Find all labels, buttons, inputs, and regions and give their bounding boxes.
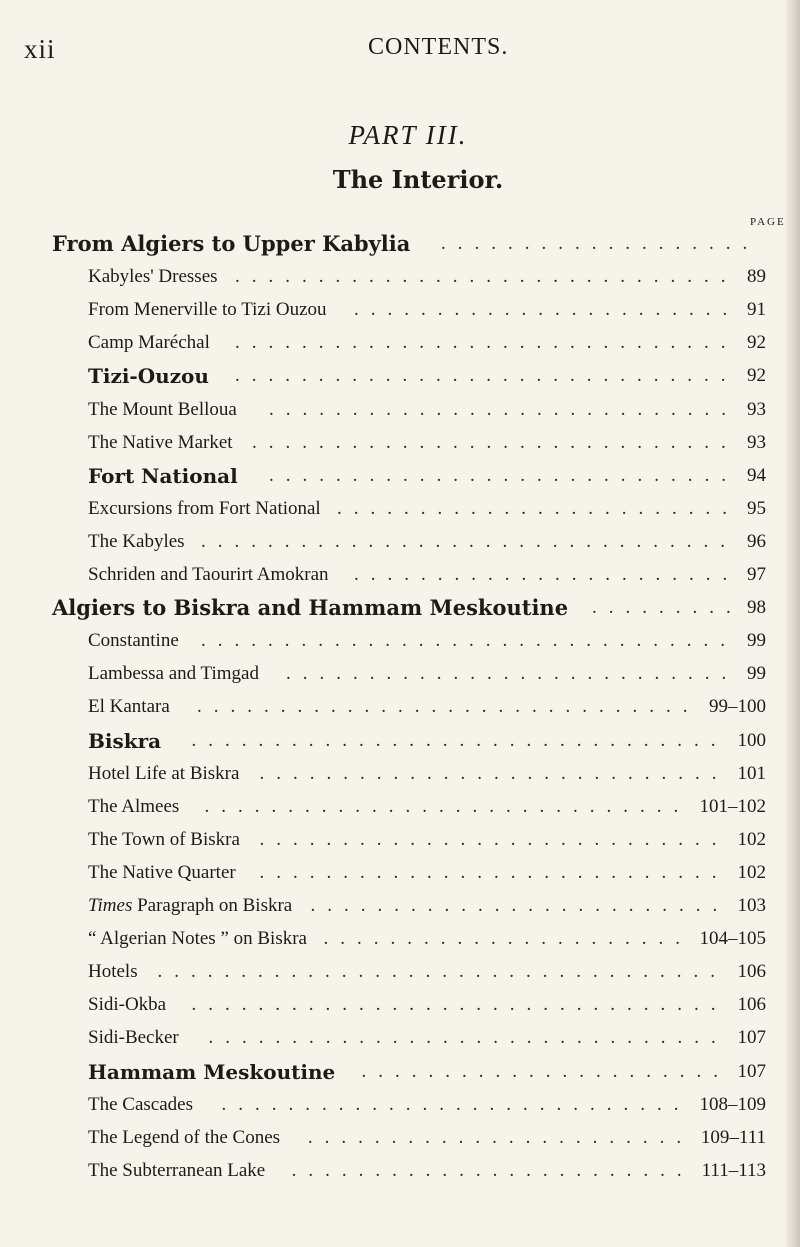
toc-entry	[88, 725, 766, 757]
toc-page-number: 109–111	[700, 1126, 766, 1148]
toc-entry	[88, 791, 766, 823]
toc-page-number: 99–100	[709, 696, 766, 718]
leader-dots: ............................	[259, 762, 729, 784]
toc-entry-title: Schriden and Taourirt Amokran	[88, 564, 329, 585]
leader-dots: ...................	[441, 233, 760, 254]
toc-entry-title: Hotel Life at Biskra	[88, 762, 240, 784]
toc-entry	[88, 1089, 766, 1121]
toc-page-number: 107	[737, 1060, 766, 1082]
toc-entry-title: Hammam Meskoutine	[88, 1059, 336, 1084]
toc-entry	[88, 923, 766, 955]
toc-page-number: 101–102	[699, 795, 766, 817]
toc-page-number: 101	[737, 762, 766, 784]
toc-entry	[88, 857, 766, 889]
toc-entry-title: El Kantara	[88, 696, 170, 718]
leader-dots: .............................	[204, 795, 691, 817]
toc-entry-title: The Native Market	[88, 431, 233, 453]
toc-entry	[88, 394, 766, 426]
leader-dots: ............................	[259, 828, 729, 850]
toc-page-number: 93	[747, 431, 766, 453]
toc-entry	[88, 658, 766, 690]
toc-entry-title: The Cascades	[88, 1093, 193, 1115]
toc-entry	[88, 890, 766, 922]
leader-dots: ......................	[323, 928, 692, 950]
toc-entry	[88, 526, 766, 558]
toc-entry	[88, 824, 766, 856]
leader-dots: ..............................	[235, 365, 738, 387]
toc-entry-title: Sidi-Okba	[88, 994, 167, 1016]
toc-page-number: 104–105	[699, 928, 766, 950]
toc-entry-title: Camp Maréchal	[88, 332, 210, 354]
leader-dots: ..................................	[157, 961, 727, 983]
toc-entry-title: The Subterranean Lake	[88, 1159, 266, 1181]
toc-page-number: 111–113	[701, 1159, 766, 1181]
leader-dots: .......................	[354, 299, 740, 321]
page-header	[0, 34, 800, 74]
toc-page-number: 100	[737, 729, 766, 751]
leader-dots: ................................	[201, 630, 737, 652]
toc-entry-title: The Native Quarter	[88, 861, 236, 883]
toc-entry	[88, 327, 766, 359]
folio: xii	[24, 34, 56, 64]
leader-dots: ........................	[337, 497, 739, 519]
toc-entry-title: From Algiers to Upper Kabylia	[52, 231, 411, 256]
toc-page-number: 96	[747, 530, 766, 552]
leader-dots: ..............................	[235, 332, 738, 354]
toc-page-number: 103	[737, 895, 766, 916]
leader-dots: ................................	[191, 994, 728, 1016]
toc-entry	[88, 460, 766, 492]
toc-entry-title: The Town of Biskra	[88, 828, 240, 850]
toc-page-number: 94	[747, 464, 766, 486]
leader-dots: ...........................	[286, 663, 739, 685]
leader-dots: ..............................	[235, 266, 738, 288]
toc-page-number: 107	[737, 1027, 766, 1049]
toc-entry-title: Tizi-Ouzou	[88, 364, 209, 389]
leader-dots: ............................	[269, 398, 738, 420]
page-column-label: PAGE	[750, 216, 786, 228]
section-subtitle: The Interior.	[332, 165, 504, 194]
toc-page-number: 108–109	[699, 1093, 766, 1115]
toc-entry-title: Kabyles' Dresses	[88, 266, 218, 288]
toc-entry	[88, 1056, 766, 1088]
toc-page-number: 102	[737, 828, 766, 850]
toc-page-number: 97	[747, 564, 766, 585]
leader-dots: ...............................	[208, 1027, 728, 1049]
toc-entry-title-italic: Times	[88, 895, 133, 916]
leader-dots: ............................	[269, 464, 738, 486]
leader-dots: .......................	[354, 564, 740, 585]
toc-entry	[88, 956, 766, 988]
toc-entry	[88, 427, 766, 459]
toc-page-number: 92	[747, 332, 766, 354]
toc-entry-title	[88, 890, 292, 922]
leader-dots: ............................	[221, 1093, 691, 1115]
toc-entry	[88, 559, 766, 591]
toc-page-number: 93	[747, 398, 766, 420]
toc-entry-title: From Menerville to Tizi Ouzou	[88, 299, 327, 321]
toc-entry-title: The Mount Belloua	[88, 398, 237, 420]
toc-entry-title: Lambessa and Timgad	[88, 663, 259, 685]
toc-page-number: 91	[747, 299, 766, 321]
toc-entry	[88, 1022, 766, 1054]
toc-page-number: 106	[737, 961, 766, 983]
toc-page-number: 106	[737, 994, 766, 1016]
leader-dots: ..............................	[197, 696, 700, 718]
toc-entry	[88, 360, 766, 392]
toc-entry-title: Hotels	[88, 961, 138, 983]
toc-entry-title: “ Algerian Notes ” on Biskra	[88, 928, 307, 950]
toc-entry	[88, 294, 766, 326]
toc-entry	[88, 1155, 766, 1187]
toc-entry	[88, 625, 766, 657]
toc-entry	[88, 261, 766, 293]
leader-dots: ................................	[201, 530, 737, 552]
toc-section-heading	[52, 592, 766, 624]
toc-entry	[88, 989, 766, 1021]
toc-entry	[88, 1122, 766, 1154]
toc-entry	[88, 691, 766, 723]
toc-entry-title: The Kabyles	[88, 530, 185, 552]
leader-dots: ............................	[259, 861, 729, 883]
toc-entry	[88, 758, 766, 790]
leader-dots: ........................	[291, 1159, 694, 1181]
toc-entry-title: Sidi-Becker	[88, 1027, 179, 1049]
running-head: CONTENTS.	[368, 34, 509, 60]
part-title: PART III.	[348, 120, 468, 150]
leader-dots: .........	[592, 597, 743, 619]
leader-dots: ......................	[361, 1060, 730, 1082]
toc-page-number: 99	[747, 663, 766, 685]
toc-page-number: 102	[737, 861, 766, 883]
toc-entry	[88, 493, 766, 525]
toc-page-number: 89	[747, 266, 766, 288]
leader-dots: .......................	[307, 1126, 694, 1148]
toc-page-number: 92	[747, 365, 766, 387]
toc-entry-title: Constantine	[88, 630, 179, 652]
toc-page-number: 98	[747, 597, 766, 619]
toc-entry-title: Fort National	[88, 463, 238, 488]
toc-entry-title: Algiers to Biskra and Hammam Meskoutine	[52, 595, 569, 621]
leader-dots: .............................	[252, 431, 738, 453]
leader-dots: .........................	[310, 895, 730, 916]
toc-entry-title: The Almees	[88, 795, 180, 817]
toc-entry-title: The Legend of the Cones	[88, 1126, 281, 1148]
leader-dots: ................................	[191, 729, 728, 751]
toc-section-heading	[52, 228, 766, 260]
toc-entry-title-rest: Paragraph on Biskra	[132, 895, 293, 916]
toc-page-number: 95	[747, 497, 766, 519]
toc-entry-title: Excursions from Fort National	[88, 497, 321, 519]
toc-entry-title: Biskra	[88, 728, 162, 753]
toc-page-number: 99	[747, 630, 766, 652]
